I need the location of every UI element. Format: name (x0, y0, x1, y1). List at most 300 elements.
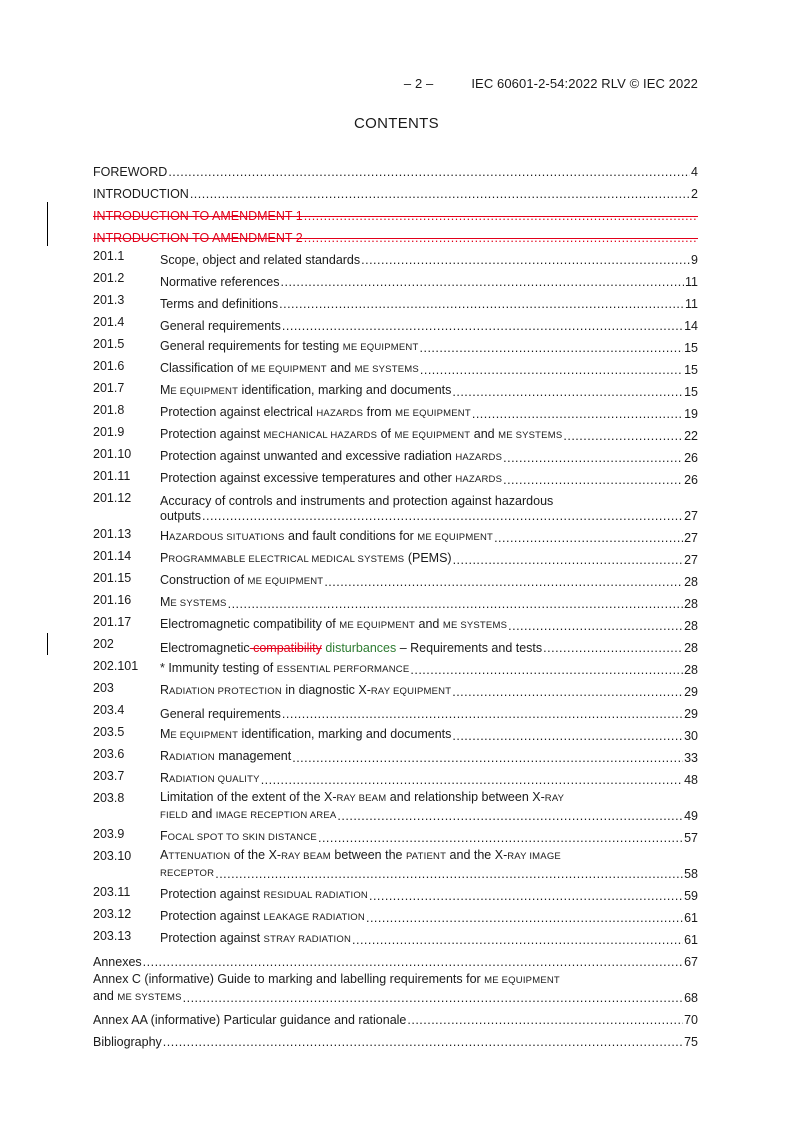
defined-term: AZARDOUS SITUATIONS (169, 532, 285, 543)
entry-label (93, 989, 182, 1005)
toc-entry[interactable] (93, 655, 698, 677)
dot-leader (407, 1013, 683, 1027)
entry-text: R (160, 771, 170, 785)
page-ref: 28 (684, 575, 698, 589)
section-number: 203.8 (93, 791, 125, 805)
page-header (0, 76, 698, 91)
defined-term: ME EQUIPMENT (395, 408, 471, 419)
entry-text: Classification of (160, 361, 252, 375)
entry-text: and fault conditions for (284, 529, 418, 543)
toc-entry[interactable] (93, 443, 698, 465)
entry-text: Normative references (160, 275, 280, 289)
toc-entry[interactable] (93, 523, 698, 545)
entry-title (93, 1013, 698, 1027)
dot-leader (494, 531, 683, 545)
section-number: 201.9 (93, 425, 125, 439)
entry-label (93, 1013, 406, 1027)
entry-label (160, 449, 502, 465)
toc-entry[interactable] (93, 845, 698, 881)
toc-entry[interactable] (93, 487, 698, 523)
entry-text: M (160, 383, 171, 397)
entry-label (160, 427, 562, 443)
entry-title (160, 383, 698, 399)
entry-label (160, 319, 281, 333)
toc-entry[interactable] (93, 925, 698, 947)
entry-text: and (187, 807, 216, 821)
entry-title (160, 771, 698, 787)
entry-label (160, 727, 451, 743)
entry-text: Protection against (160, 427, 264, 441)
toc-entry[interactable] (93, 743, 698, 765)
entry-text: A (160, 848, 169, 862)
entry-text: R (160, 683, 170, 697)
dot-leader (563, 429, 683, 443)
page-ref: 27 (684, 531, 698, 545)
dot-leader (452, 385, 683, 399)
page-ref: 57 (684, 831, 698, 845)
section-number: 203.7 (93, 769, 125, 783)
entry-title (160, 297, 698, 311)
entry-title (160, 727, 698, 743)
defined-term: HAZARDS (455, 474, 503, 485)
page-ref: 59 (684, 889, 698, 903)
entry-text: F (160, 829, 168, 843)
dot-leader (282, 319, 683, 333)
section-number: 203.9 (93, 827, 125, 841)
entry-text: General requirements (160, 707, 281, 721)
entry-title (160, 617, 698, 633)
page-ref: 11 (685, 297, 698, 311)
entry-text: from (363, 405, 396, 419)
entry-label (160, 749, 291, 765)
toc-entry[interactable] (93, 157, 698, 179)
entry-line (160, 790, 698, 807)
defined-term: ADIATION (169, 752, 215, 763)
toc-entry[interactable] (93, 699, 698, 721)
entry-text: Protection against unwanted and excessive radiation (160, 449, 456, 463)
entry-text: Protection against (160, 887, 264, 901)
page-ref: 14 (684, 319, 698, 333)
entry-title (93, 1035, 698, 1049)
dot-leader (190, 187, 690, 201)
entry-title (160, 275, 698, 289)
entry-text: Accuracy of controls and instruments and protection against hazardous (160, 494, 554, 508)
dot-leader (503, 473, 683, 487)
dot-leader (215, 867, 683, 881)
page-ref: 28 (684, 619, 698, 633)
entry-line (160, 848, 698, 865)
dot-leader (183, 991, 683, 1005)
entry-title (160, 595, 698, 611)
defined-term: ME EQUIPMENT (247, 576, 324, 587)
toc-entry[interactable] (93, 611, 698, 633)
page-ref: 58 (684, 867, 698, 881)
entry-text: identification, marking and documents (238, 727, 452, 741)
entry-text: Annexes (93, 955, 142, 969)
entry-label (93, 955, 142, 969)
entry-text: General requirements for testing (160, 339, 343, 353)
entry-body (160, 494, 698, 523)
defined-term: OCAL SPOT TO SKIN DISTANCE (167, 832, 317, 843)
entry-text: in diagnostic X- (281, 683, 371, 697)
entry-label (160, 909, 365, 925)
entry-text: and (326, 361, 355, 375)
dot-leader (410, 663, 683, 677)
dot-leader (304, 231, 697, 245)
page-ref: 15 (684, 363, 698, 377)
entry-label (160, 641, 542, 655)
entry-text: and (93, 989, 118, 1003)
toc-entry[interactable] (93, 311, 698, 333)
entry-title (160, 865, 698, 881)
dot-leader (453, 553, 684, 567)
entry-label (160, 383, 451, 399)
entry-label (160, 887, 368, 903)
entry-text: between the (330, 848, 406, 862)
entry-title (93, 231, 698, 245)
defined-term: ME EQUIPMENT (394, 430, 471, 441)
section-number: 201.7 (93, 381, 125, 395)
page-ref: 61 (684, 933, 698, 947)
change-bar (47, 202, 48, 246)
dot-leader (337, 809, 683, 823)
entry-text: M (160, 727, 171, 741)
entry-text: Limitation of the extent of the X- (160, 790, 337, 804)
defined-term: E SYSTEMS (170, 598, 227, 609)
entry-title (160, 683, 698, 699)
toc-entry[interactable] (93, 947, 698, 969)
page-ref: 27 (684, 509, 698, 523)
entry-label (160, 405, 471, 421)
entry-label (160, 617, 507, 633)
toc-entry[interactable] (93, 721, 698, 743)
toc-entry[interactable] (93, 267, 698, 289)
entry-text: identification, marking and documents (238, 383, 452, 397)
entry-title (160, 707, 698, 721)
dot-leader (366, 911, 683, 925)
entry-title (93, 165, 698, 179)
toc-entry[interactable] (93, 201, 698, 223)
entry-title (160, 887, 698, 903)
entry-title (93, 187, 698, 201)
section-number: 201.17 (93, 615, 132, 629)
entry-label: FOREWORD (93, 165, 168, 179)
entry-text: and relationship between X- (386, 790, 545, 804)
dot-leader (543, 641, 683, 655)
entry-label (160, 829, 317, 845)
dot-leader (228, 597, 683, 611)
toc-entry[interactable] (93, 355, 698, 377)
entry-label (160, 297, 278, 311)
entry-body (93, 972, 698, 1005)
entry-text: Terms and definitions (160, 297, 279, 311)
dot-leader (279, 297, 684, 311)
entry-label: INTRODUCTION TO AMENDMENT 2 (93, 231, 303, 245)
dot-leader (282, 707, 683, 721)
page-ref: 70 (684, 1013, 698, 1027)
entry-title (160, 661, 698, 677)
section-number: 203.5 (93, 725, 125, 739)
toc-entry[interactable] (93, 823, 698, 845)
dot-leader (168, 165, 690, 179)
defined-term: ADIATION QUALITY (169, 774, 260, 785)
defined-term: RAY IMAGE (507, 851, 561, 862)
page-ref: 67 (684, 955, 698, 969)
entry-text: Construction of (160, 573, 248, 587)
dot-leader (508, 619, 683, 633)
toc-entry[interactable] (93, 179, 698, 201)
page-ref: 68 (684, 991, 698, 1005)
section-number: 201.12 (93, 491, 132, 505)
entry-title (160, 909, 698, 925)
page-ref: 61 (684, 911, 698, 925)
defined-term: STRAY RADIATION (263, 934, 352, 945)
section-number: 201.11 (93, 469, 131, 483)
toc-entry[interactable] (93, 765, 698, 787)
document-id: IEC 60601-2-54:2022 RLV © IEC 2022 (471, 76, 698, 91)
dot-leader (281, 275, 685, 289)
page-ref: 11 (685, 275, 698, 289)
defined-term: TTENUATION (168, 851, 231, 862)
section-number: 201.5 (93, 337, 125, 351)
section-number: 201.3 (93, 293, 125, 307)
dot-leader (369, 889, 683, 903)
section-number: 201.8 (93, 403, 125, 417)
entry-title (160, 573, 698, 589)
entry-title (160, 509, 698, 523)
change-bar (47, 633, 48, 655)
dot-leader (143, 955, 683, 969)
entry-text: (PEMS) (404, 551, 452, 565)
entry-text: H (160, 529, 170, 543)
entry-title (93, 989, 698, 1005)
toc-entry[interactable] (93, 1005, 698, 1027)
entry-text: management (214, 749, 292, 763)
entry-label (160, 509, 201, 523)
section-number: 202 (93, 637, 114, 651)
dot-leader (292, 751, 683, 765)
page-ref: 9 (691, 253, 698, 267)
defined-term: ME EQUIPMENT (484, 975, 560, 986)
section-number: 203.4 (93, 703, 125, 717)
toc-entry[interactable] (93, 465, 698, 487)
page-ref: 15 (684, 341, 698, 355)
defined-term: ESSENTIAL PERFORMANCE (276, 664, 410, 675)
section-number: 203.10 (93, 849, 132, 863)
toc-entry[interactable] (93, 245, 698, 267)
page-ref: 75 (684, 1035, 698, 1049)
entry-title (160, 641, 698, 655)
dot-leader (452, 729, 683, 743)
entry-label (160, 529, 493, 545)
dot-leader (361, 253, 690, 267)
defined-term: ME SYSTEMS (442, 620, 508, 631)
toc-entry[interactable] (93, 333, 698, 355)
section-number: 201.2 (93, 271, 125, 285)
entry-label (160, 931, 351, 947)
entry-title (160, 931, 698, 947)
entry-title (160, 361, 698, 377)
entry-text: outputs (160, 509, 202, 523)
dot-leader (304, 209, 697, 223)
entry-label (93, 1035, 162, 1049)
page-ref: 49 (684, 809, 698, 823)
toc-entry[interactable] (93, 421, 698, 443)
inserted-text: disturbances (321, 641, 397, 655)
page-ref: 26 (684, 451, 698, 465)
entry-text: of (377, 427, 395, 441)
entry-title (160, 807, 698, 823)
defined-term: E EQUIPMENT (170, 386, 239, 397)
dot-leader (163, 1035, 683, 1049)
toc-entry[interactable] (93, 567, 698, 589)
defined-term: E EQUIPMENT (170, 730, 239, 741)
entry-body (160, 790, 698, 823)
entry-text: of the X- (230, 848, 282, 862)
page-ref: 4 (691, 165, 698, 179)
entry-text: Protection against excessive temperatures and other (160, 471, 456, 485)
toc-entry[interactable] (93, 589, 698, 611)
section-number: 201.10 (93, 447, 132, 461)
page-ref: 19 (684, 407, 698, 421)
entry-line (93, 972, 698, 989)
page-number-label: – 2 – (403, 76, 434, 91)
toc-entry[interactable] (93, 677, 698, 699)
section-number: 203 (93, 681, 114, 695)
defined-term: HAZARDS (316, 408, 364, 419)
entry-title (160, 449, 698, 465)
entry-label: INTRODUCTION TO AMENDMENT 1 (93, 209, 303, 223)
entry-title (160, 253, 698, 267)
defined-term: ME SYSTEMS (498, 430, 563, 441)
toc-entry[interactable] (93, 545, 698, 567)
entry-line (160, 494, 698, 509)
entry-text: Electromagnetic compatibility of (160, 617, 340, 631)
entry-title (93, 955, 698, 969)
entry-label (160, 771, 260, 787)
page-ref: 28 (684, 597, 698, 611)
entry-title (160, 339, 698, 355)
page-ref: 29 (684, 707, 698, 721)
section-number: 203.6 (93, 747, 125, 761)
toc-entry[interactable] (93, 969, 698, 1005)
page-ref: 26 (684, 473, 698, 487)
entry-label (160, 253, 360, 267)
page-ref: 33 (684, 751, 698, 765)
table-of-contents (93, 157, 698, 1049)
entry-label (160, 339, 419, 355)
defined-term: ME EQUIPMENT (417, 532, 494, 543)
entry-text: Scope, object and related standards (160, 253, 361, 267)
entry-text: Protection against electrical (160, 405, 317, 419)
defined-term: RAY (544, 793, 565, 804)
toc-entry[interactable] (93, 881, 698, 903)
toc-entry[interactable] (93, 903, 698, 925)
entry-text: and (415, 617, 443, 631)
dot-leader (503, 451, 683, 465)
defined-term: LEAKAGE RADIATION (263, 912, 365, 923)
entry-title (160, 749, 698, 765)
toc-entry[interactable] (93, 633, 698, 655)
entry-text: and (470, 427, 499, 441)
entry-label (160, 661, 409, 677)
defined-term: RECEPTOR (160, 868, 215, 879)
toc-entry[interactable] (93, 377, 698, 399)
dot-leader (261, 773, 683, 787)
entry-title (160, 829, 698, 845)
entry-label (160, 275, 280, 289)
toc-entry[interactable] (93, 1027, 698, 1049)
section-number: 201.4 (93, 315, 125, 329)
entry-body (160, 848, 698, 881)
toc-entry[interactable] (93, 289, 698, 311)
dot-leader (420, 363, 683, 377)
defined-term: ME EQUIPMENT (342, 342, 419, 353)
page-ref: 27 (684, 553, 698, 567)
entry-text: P (160, 551, 169, 565)
entry-title (160, 427, 698, 443)
defined-term: ME SYSTEMS (354, 364, 419, 375)
entry-title (160, 405, 698, 421)
entry-label (160, 595, 227, 611)
page-ref: 48 (684, 773, 698, 787)
dot-leader (420, 341, 684, 355)
defined-term: RESIDUAL RADIATION (263, 890, 368, 901)
entry-text: * Immunity testing of (160, 661, 277, 675)
section-number: 203.13 (93, 929, 132, 943)
entry-text: Annex C (informative) Guide to marking and labelling requirements for (93, 972, 485, 986)
section-number: 201.6 (93, 359, 125, 373)
entry-text: Protection against (160, 909, 264, 923)
section-number: 201.1 (93, 249, 125, 263)
toc-entry[interactable] (93, 787, 698, 823)
defined-term: MECHANICAL HAZARDS (263, 430, 378, 441)
section-number: 201.13 (93, 527, 132, 541)
entry-title (93, 209, 698, 223)
defined-term: FIELD (160, 810, 188, 821)
entry-label (160, 865, 214, 881)
entry-text: R (160, 749, 170, 763)
dot-leader (318, 831, 683, 845)
page-ref: 15 (684, 385, 698, 399)
entry-text: Annex AA (informative) Particular guidance and rationale (93, 1013, 407, 1027)
entry-title (160, 529, 698, 545)
defined-term: ME SYSTEMS (117, 992, 182, 1003)
defined-term: RAY BEAM (281, 851, 331, 862)
defined-term: RAY BEAM (336, 793, 387, 804)
entry-text: General requirements (160, 319, 281, 333)
section-number: 201.16 (93, 593, 132, 607)
defined-term: IMAGE RECEPTION AREA (215, 810, 337, 821)
toc-entry[interactable] (93, 399, 698, 421)
entry-label (160, 471, 502, 487)
page-ref: 29 (684, 685, 698, 699)
page-ref: 22 (684, 429, 698, 443)
entry-title (160, 551, 698, 567)
defined-term: PATIENT (405, 851, 447, 862)
section-number: 203.12 (93, 907, 132, 921)
contents-title: CONTENTS (354, 115, 439, 132)
defined-term: RAY EQUIPMENT (370, 686, 452, 697)
page-ref: 28 (684, 663, 698, 677)
toc-entry[interactable] (93, 223, 698, 245)
section-number: 202.101 (93, 659, 139, 673)
entry-title (160, 471, 698, 487)
section-number: 201.14 (93, 549, 132, 563)
defined-term: ME EQUIPMENT (339, 620, 416, 631)
section-number: 201.15 (93, 571, 132, 585)
entry-text: Electromagnetic (160, 641, 250, 655)
